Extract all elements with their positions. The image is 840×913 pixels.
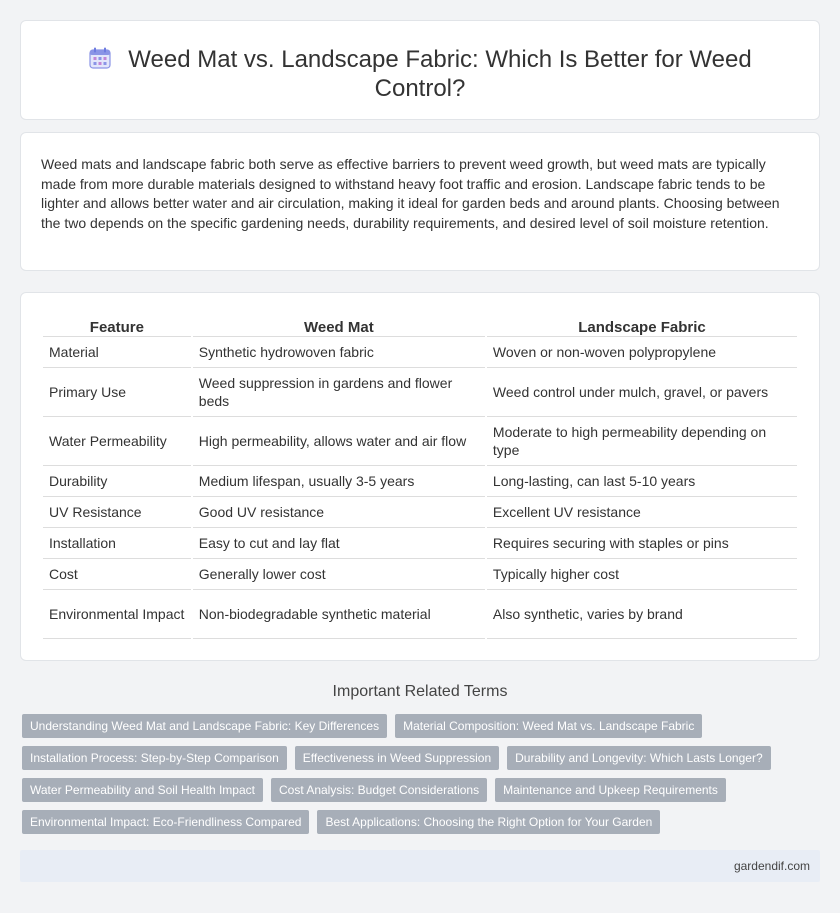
table-header-row <box>43 315 797 337</box>
row-feature: Environmental Impact <box>43 590 191 639</box>
related-tag-effectiveness[interactable]: Effectiveness in Weed Suppression <box>295 746 499 770</box>
row-weed-mat: Medium lifespan, usually 3-5 years <box>193 466 485 497</box>
related-tag-durability[interactable]: Durability and Longevity: Which Lasts Longer? <box>507 746 770 770</box>
intro-card <box>20 132 820 271</box>
header-feature: Feature <box>43 315 191 337</box>
table-row <box>43 559 797 590</box>
related-tag-installation-process[interactable]: Installation Process: Step-by-Step Comparison <box>22 746 287 770</box>
comparison-table <box>41 315 799 639</box>
page-title <box>21 45 819 103</box>
row-weed-mat: Weed suppression in gardens and flower beds <box>193 368 485 417</box>
row-landscape-fabric: Excellent UV resistance <box>487 497 797 528</box>
row-landscape-fabric: Also synthetic, varies by brand <box>487 590 797 639</box>
related-terms-title: Important Related Terms <box>332 683 508 700</box>
header-landscape-fabric: Landscape Fabric <box>487 315 797 337</box>
related-tag-water-permeability[interactable]: Water Permeability and Soil Health Impact <box>22 778 263 802</box>
table-row <box>43 337 797 368</box>
table-row <box>43 466 797 497</box>
row-weed-mat: Good UV resistance <box>193 497 485 528</box>
title-card <box>20 20 820 120</box>
row-feature: Primary Use <box>43 368 191 417</box>
row-landscape-fabric: Long-lasting, can last 5-10 years <box>487 466 797 497</box>
row-landscape-fabric: Requires securing with staples or pins <box>487 528 797 559</box>
table-row <box>43 590 797 639</box>
table-row <box>43 368 797 417</box>
table-row <box>43 497 797 528</box>
row-landscape-fabric: Typically higher cost <box>487 559 797 590</box>
row-feature: Installation <box>43 528 191 559</box>
related-tag-cost-analysis[interactable]: Cost Analysis: Budget Considerations <box>271 778 487 802</box>
footer-site-link[interactable]: gardendif.com <box>733 859 810 873</box>
row-feature: Water Permeability <box>43 417 191 466</box>
row-landscape-fabric: Woven or non-woven polypropylene <box>487 337 797 368</box>
row-landscape-fabric: Weed control under mulch, gravel, or pavers <box>487 368 797 417</box>
footer <box>20 850 820 882</box>
row-feature: UV Resistance <box>43 497 191 528</box>
header-weed-mat: Weed Mat <box>193 315 485 337</box>
row-feature: Cost <box>43 559 191 590</box>
related-tag-best-applications[interactable]: Best Applications: Choosing the Right Option for Your Garden <box>317 810 660 834</box>
row-weed-mat: Easy to cut and lay flat <box>193 528 485 559</box>
calendar-icon <box>88 46 112 70</box>
table-row <box>43 417 797 466</box>
row-weed-mat: Non-biodegradable synthetic material <box>193 590 485 639</box>
related-tag-key-differences[interactable]: Understanding Weed Mat and Landscape Fabric: Key Differences <box>22 714 387 738</box>
row-weed-mat: High permeability, allows water and air flow <box>193 417 485 466</box>
related-tag-maintenance[interactable]: Maintenance and Upkeep Requirements <box>495 778 726 802</box>
table-row <box>43 528 797 559</box>
row-landscape-fabric: Moderate to high permeability depending on type <box>487 417 797 466</box>
related-terms-list <box>22 714 802 834</box>
row-feature: Material <box>43 337 191 368</box>
intro-paragraph: Weed mats and landscape fabric both serve as effective barriers to prevent weed growth, but weed mats are typically made from more durable materials designed to withstand heavy foot traffic and erosion. Landscape fabric tends to be lighter and allows better water and air circulation, making it ideal for garden beds and around plants. Choosing between the two depends on the specific gardening needs, durability requirements, and desired level of soil moisture retention. <box>41 156 780 231</box>
row-weed-mat: Generally lower cost <box>193 559 485 590</box>
related-tag-material-composition[interactable]: Material Composition: Weed Mat vs. Landscape Fabric <box>395 714 702 738</box>
row-weed-mat: Synthetic hydrowoven fabric <box>193 337 485 368</box>
page-title-text: Weed Mat vs. Landscape Fabric: Which Is Better for Weed Control? <box>128 46 752 102</box>
comparison-table-card <box>20 292 820 661</box>
related-tag-environmental-impact[interactable]: Environmental Impact: Eco-Friendliness Compared <box>22 810 309 834</box>
row-feature: Durability <box>43 466 191 497</box>
